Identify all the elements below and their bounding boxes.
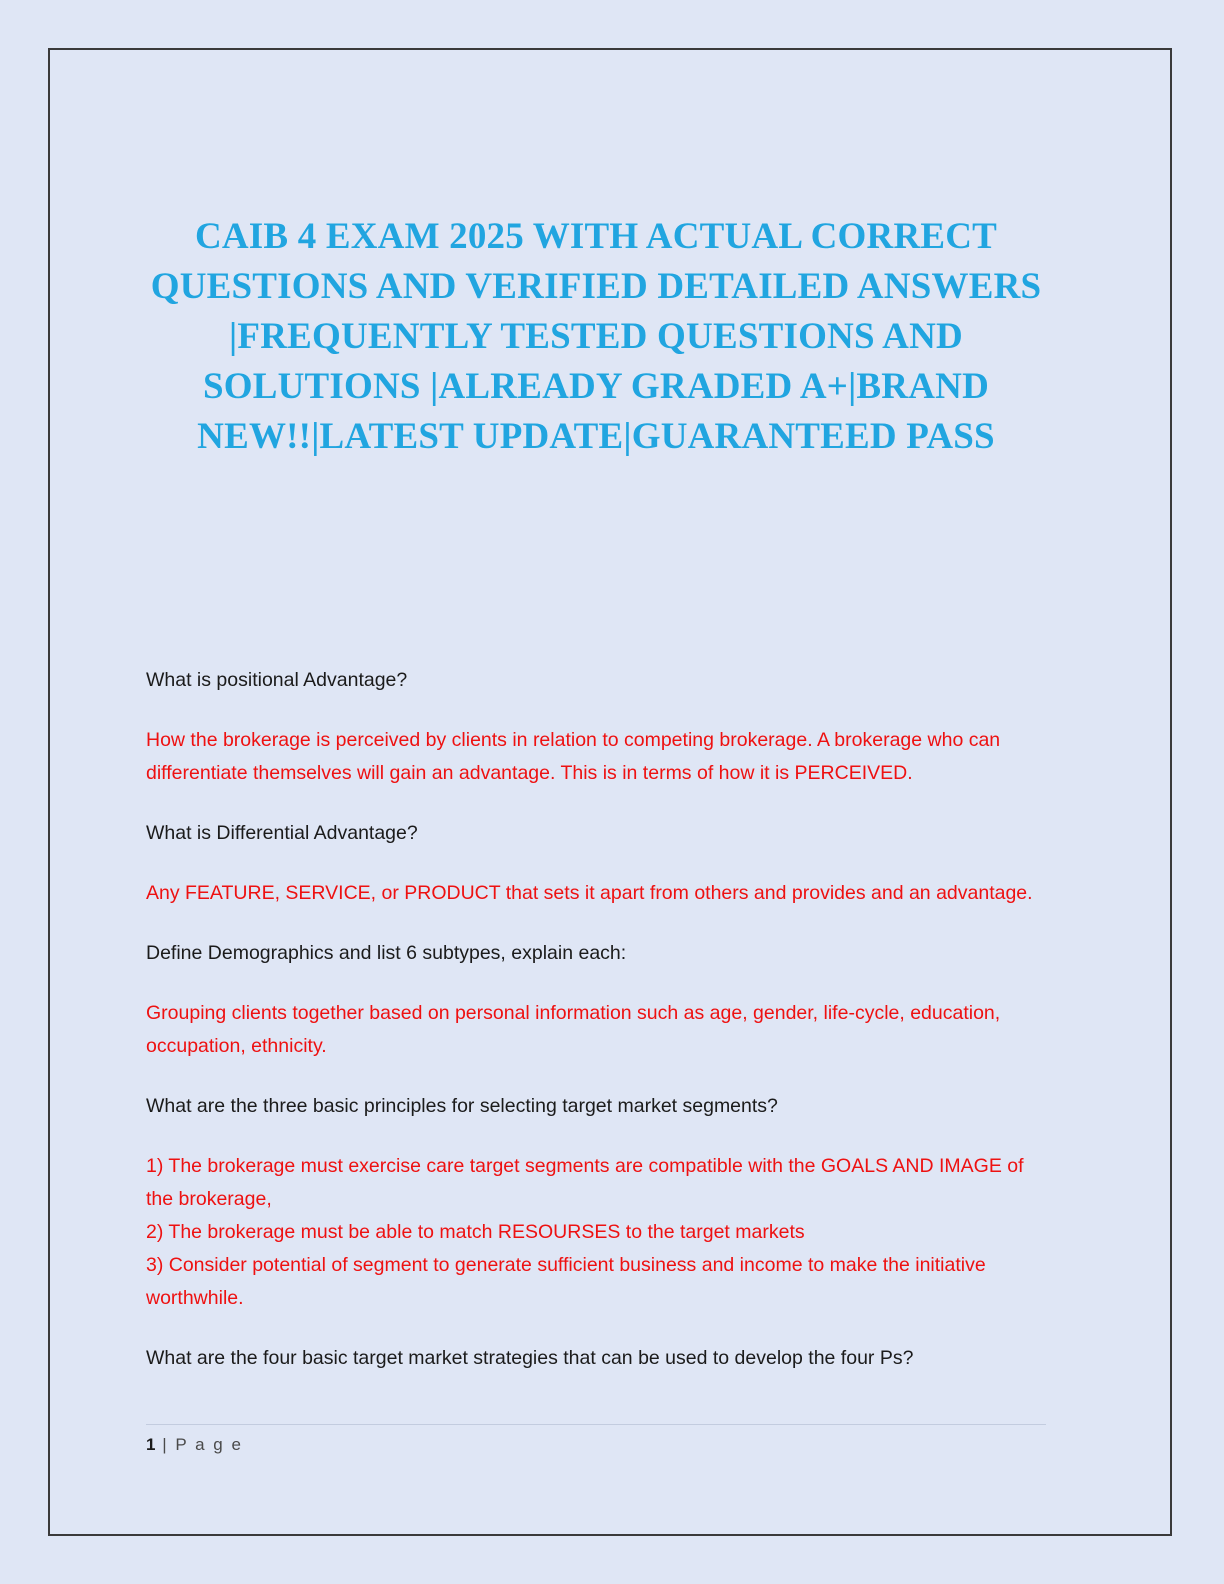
answer-text [146, 1150, 1046, 1315]
question-text: What is Differential Advantage? [146, 822, 418, 844]
question-text: What is positional Advantage? [146, 669, 408, 691]
question-text: What are the four basic target market strategies that can be used to develop the four Ps? [146, 1347, 914, 1369]
answer-line: Grouping clients together based on personal information such as age, gender, life-cycle, education, occupation, ethnicity. [146, 1002, 1001, 1057]
answer-text [146, 877, 1046, 910]
answer-line: Any FEATURE, SERVICE, or PRODUCT that sets it apart from others and provides and an advantage. [146, 882, 1033, 904]
answer-line: How the brokerage is perceived by clients in relation to competing brokerage. A brokerage who can differentiate themselves will gain an advantage. This is in terms of how it is PERCEIVED. [146, 729, 1001, 784]
qa-list [146, 664, 1046, 1375]
answer-line: 3) Consider potential of segment to generate sufficient business and income to make the initiative worthwhile. [146, 1254, 986, 1309]
document-page [48, 48, 1172, 1536]
question-text: What are the three basic principles for selecting target market segments? [146, 1095, 778, 1117]
footer-page-indicator [146, 1435, 1046, 1455]
answer-line: 1) The brokerage must exercise care target segments are compatible with the GOALS AND IMAGE of the brokerage, [146, 1155, 1024, 1210]
answer-text [146, 724, 1046, 790]
footer-page-number: 1 [146, 1435, 156, 1454]
page-footer [146, 1424, 1046, 1455]
page-title: CAIB 4 EXAM 2025 WITH ACTUAL CORRECT QUESTIONS AND VERIFIED DETAILED ANSWERS |FREQUENTLY TESTED QUESTIONS AND SOLUTIONS |ALREADY GRADED A+|BRAND NEW!!|LATEST UPDATE|GUARANTEED PASS [150, 216, 1042, 457]
footer-separator: | [162, 1435, 169, 1454]
question-text: Define Demographics and list 6 subtypes, explain each: [146, 942, 627, 964]
answer-text [146, 997, 1046, 1063]
answer-line: 2) The brokerage must be able to match RESOURSES to the target markets [146, 1221, 805, 1243]
document-body [146, 212, 1046, 1402]
footer-label: P a g e [175, 1435, 243, 1454]
